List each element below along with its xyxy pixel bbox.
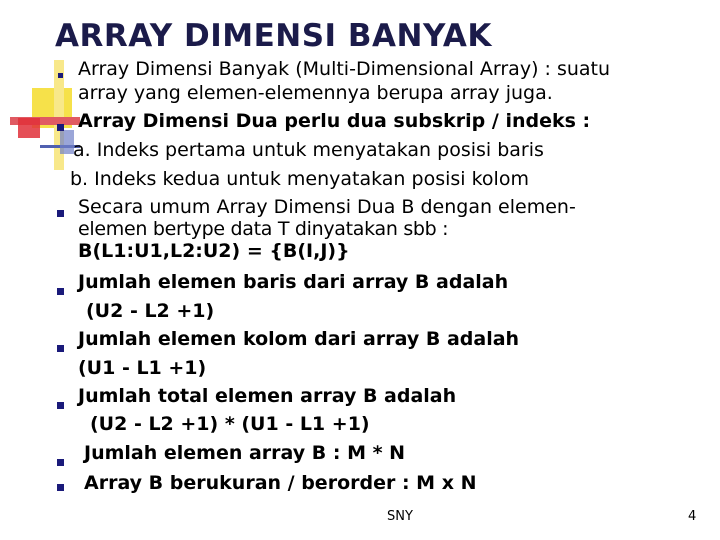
bullet-marker <box>58 73 63 78</box>
bullet-marker <box>57 402 64 409</box>
footer-author: SNY <box>387 509 413 524</box>
text-line: Jumlah elemen array B : M * N <box>84 442 406 464</box>
text-line: Secara umum Array Dimensi Dua B dengan elemen- <box>78 196 576 218</box>
bullet-marker <box>57 124 64 131</box>
text-line: Jumlah elemen kolom dari array B adalah <box>78 328 520 350</box>
text-line: B(L1:U1,L2:U2) = {B(I,J)} <box>78 240 350 262</box>
decor-red-block <box>18 118 40 138</box>
decor-blue-block <box>60 130 74 154</box>
text-line: (U2 - L2 +1) <box>86 300 215 322</box>
text-line: Array Dimensi Dua perlu dua subskrip / indeks : <box>78 110 591 132</box>
text-line: array yang elemen-elemennya berupa array juga. <box>78 82 553 104</box>
text-line: Array B berukuran / berorder : M x N <box>84 472 477 494</box>
slide-title: ARRAY DIMENSI BANYAK <box>55 18 492 54</box>
text-line: Array Dimensi Banyak (Multi-Dimensional Array) : suatu <box>78 58 611 80</box>
text-line: a. Indeks pertama untuk menyatakan posisi baris <box>73 139 544 161</box>
bullet-marker <box>57 210 64 217</box>
text-line: Jumlah elemen baris dari array B adalah <box>78 271 509 293</box>
bullet-marker <box>57 345 64 352</box>
text-line: elemen bertype data T dinyatakan sbb : <box>78 218 449 240</box>
text-line: b. Indeks kedua untuk menyatakan posisi kolom <box>70 168 529 190</box>
bullet-marker <box>57 459 64 466</box>
text-line: Jumlah total elemen array B adalah <box>78 385 457 407</box>
bullet-marker <box>57 288 64 295</box>
text-line: (U2 - L2 +1) * (U1 - L1 +1) <box>90 413 370 435</box>
page-number: 4 <box>688 509 697 524</box>
bullet-marker <box>57 484 64 491</box>
text-line: (U1 - L1 +1) <box>78 357 207 379</box>
